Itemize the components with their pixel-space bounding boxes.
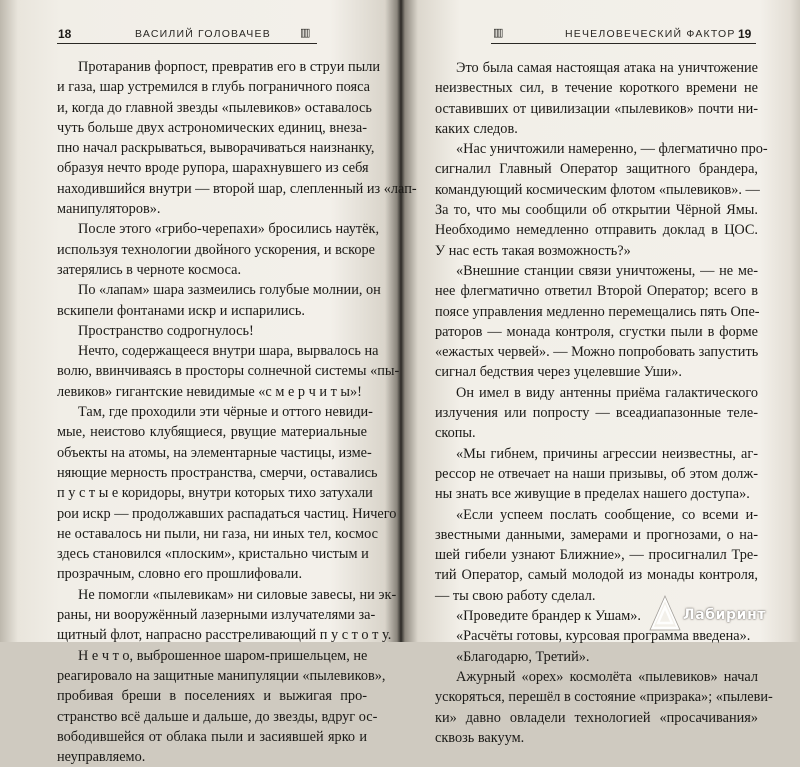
text-line: не оставалось ни пыли, ни газа, ни иных тел, космос	[57, 525, 378, 542]
text-line: раны, ни вооружённый лазерными излучателями за-	[57, 607, 376, 624]
text-line: командующий космическим флотом «пылевиков». —	[435, 181, 760, 198]
text-line: пробивая бреши в поселениях и выжигая про-	[57, 688, 367, 705]
text-line: Н е ч т о, выброшенное шаром-пришельцем, не	[78, 647, 368, 664]
text-line: За то, что мы сообщили об открытии Чёрной Ямы.	[435, 202, 758, 219]
text-line: излучения или попросту — всеадиапазонные теле-	[435, 405, 758, 422]
text-line: вободившейся от облака пыли и засиявшей ярко и	[57, 728, 367, 745]
text-line: мые, неистово клубящиеся, рвущие материальные	[57, 424, 367, 441]
left-page-text	[57, 57, 417, 767]
text-line: «Расчёты готовы, курсовая программа введена».	[456, 628, 751, 645]
labyrinth-logo-icon	[647, 594, 683, 632]
text-line: ускоряться, перешёл в состояние «призрака»; «пылеви-	[435, 689, 773, 706]
text-line: поясе управления медленно перемещались пять Опе-	[435, 303, 760, 320]
right-page-text	[435, 58, 773, 748]
text-line: нее флегматично ответил Второй Оператор; всего в	[435, 283, 758, 300]
text-line: каких следов.	[435, 120, 518, 137]
text-line: п у с т ы е коридоры, внутри которых тихо затухали	[57, 485, 373, 502]
text-line: сигнал бедствия через уцелевшие Уши».	[435, 364, 682, 381]
text-line: После этого «грибо-черепахи» бросились наутёк,	[78, 221, 380, 238]
text-line: — ты свою работу сделал.	[435, 587, 596, 604]
text-line: ки» давно овладели технологией «просачивания»	[435, 709, 758, 726]
right-page	[403, 0, 800, 746]
running-header-title: НЕЧЕЛОВЕЧЕСКИЙ ФАКТОР	[565, 28, 736, 40]
text-line: сквозь вакуум.	[435, 729, 525, 746]
text-line: Нечто, содержащееся внутри шара, вырвалось на	[78, 343, 379, 360]
text-line: левиков» гигантские невидимые «с м е р ч и т ы»!	[57, 383, 362, 400]
text-line: «ежастых червей». — Можно попробовать запустить	[435, 344, 759, 361]
text-line: скопы.	[435, 425, 476, 442]
text-line: чуть больше двух астрономических единиц, внеза-	[57, 119, 367, 136]
page-number-left: 18	[58, 27, 72, 41]
text-line: шей гибели узнают Ближние», — просигналил Тре-	[435, 547, 758, 564]
text-line: здесь становился «плоским», кристально чистым и	[57, 546, 369, 563]
text-line: пно начал раскрываться, выворачиваться наизнанку,	[57, 140, 375, 157]
text-line: сигналил Главный Оператор защитного брандера,	[435, 161, 758, 178]
text-line: Ажурный «орех» космолёта «пылевиков» начал	[456, 668, 758, 685]
text-line: няющие мерность пространства, смерчи, оставались	[57, 464, 378, 481]
page-number-right: 19	[738, 27, 752, 41]
text-line: образуя нечто вроде рупора, шарахнувшего из себя	[57, 160, 369, 177]
text-line: неуправляемо.	[57, 749, 146, 766]
text-line: Там, где проходили эти чёрные и оттого невиди-	[78, 404, 373, 421]
text-line: вскипели фонтанами искр и испарились.	[57, 302, 305, 319]
text-line: прозрачным, словно его прошлифовали.	[57, 566, 303, 583]
text-line: странство всё дальше и дальше, до звезды, вдруг ос-	[57, 708, 378, 725]
publisher-logo-icon: ▥	[300, 26, 311, 39]
publisher-logo-icon: ▥	[493, 26, 504, 39]
text-line: Протаранив форпост, превратив его в струи пыли	[78, 59, 380, 75]
text-line: Необходимо немедленно отправить доклад в ЦОС.	[435, 222, 758, 239]
text-line: ны знать все живущие в пределах нашего доступа».	[435, 486, 750, 503]
text-line: раторов — монада контроля, сгустки пыли в форме	[435, 323, 758, 340]
text-line: тий Оператор, самый молодой из монады контроля,	[435, 567, 758, 584]
text-line: затерялись в черноте космоса.	[57, 261, 242, 278]
text-line: По «лапам» шара зазмеились голубые молнии, он	[78, 282, 381, 299]
text-line: рои искр — продолжавших распадаться частиц. Ничего	[57, 505, 397, 522]
header-rule-left	[57, 43, 317, 44]
text-line: «Нас уничтожили намеренно, — флегматично про-	[456, 141, 768, 158]
text-line: оставивших от цивилизации «пылевиков» почти ни-	[435, 100, 758, 117]
text-line: и газа, шар устремился в глубь пограничного пояса	[57, 79, 370, 96]
text-line: «Благодарю, Третий».	[456, 648, 590, 665]
text-line: объекты на атомы, на элементарные частицы, изме-	[57, 444, 372, 461]
text-line: находившийся внутри — второй шар, слепленный из «лап-	[57, 180, 417, 197]
text-line: звестными данными, замерами и прогнозами, о на-	[435, 526, 758, 543]
text-line: Он имел в виду антенны приёма галактического	[456, 384, 758, 401]
text-line: «Проведите брандер к Ушам».	[456, 608, 641, 625]
text-line: У нас есть такая возможность?»	[435, 242, 631, 259]
watermark	[647, 594, 775, 634]
text-line: «Внешние станции связи уничтожены, — не ме-	[456, 262, 758, 279]
text-line: манипуляторов».	[57, 201, 161, 218]
text-line: реагировало на защитные манипуляции «пылевиков»,	[57, 667, 386, 684]
header-rule-right	[491, 43, 756, 44]
text-line: Это была самая настоящая атака на уничтожение	[456, 60, 758, 76]
running-header-author: ВАСИЛИЙ ГОЛОВАЧЕВ	[135, 28, 271, 40]
text-line: Не помогли «пылевикам» ни силовые завесы, ни эк-	[78, 586, 397, 603]
text-line: Пространство содрогнулось!	[78, 322, 254, 339]
text-line: волю, ввинчиваясь в просторы солнечной системы «пы-	[57, 363, 400, 380]
watermark-text: Лабиринт	[683, 607, 767, 623]
text-line: и, когда до главной звезды «пылевиков» оставалось	[57, 99, 372, 116]
text-line: «Если успеем послать сообщение, со всеми и-	[456, 506, 758, 523]
text-line: рессор не отвечает на наши призывы, об этом долж-	[435, 465, 758, 482]
text-line: неизвестных сил, в течение короткого времени не	[435, 80, 758, 97]
text-line: используя технологии двойного ускорения, и вскоре	[57, 241, 375, 258]
text-line: щитный флот, напрасно расстреливающий п у с т о т у.	[57, 627, 392, 644]
text-line: «Мы гибнем, причины агрессии неизвестны, аг-	[456, 445, 758, 462]
